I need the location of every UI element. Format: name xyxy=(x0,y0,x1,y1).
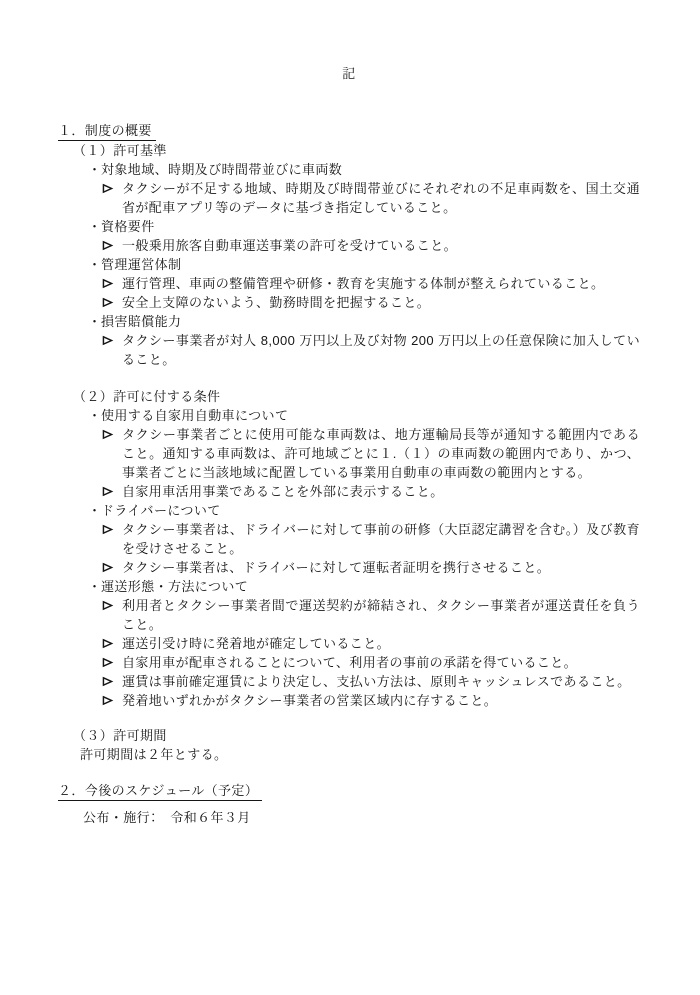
subsection-permission-period xyxy=(58,726,640,764)
arrow-bullet-icon xyxy=(101,653,122,672)
arrow-bullet-icon xyxy=(101,331,122,369)
bullet-row xyxy=(101,691,640,710)
bullet-row xyxy=(101,179,640,217)
arrow-bullet-icon xyxy=(101,634,122,653)
dot-bullet-icon: ・ xyxy=(88,408,102,423)
bullet-row xyxy=(101,274,640,293)
dot-bullet-icon: ・ xyxy=(88,219,102,234)
bullet-text: 発着地いずれかがタクシー事業者の営業区域内に存すること。 xyxy=(122,693,498,708)
bullet-text: タクシー事業者は、ドライバーに対して事前の研修（大臣認定講習を含む。）及び教育を受けさせること。 xyxy=(122,522,640,556)
group-label: 運送形態・方法について xyxy=(101,579,249,594)
arrow-bullet-icon xyxy=(101,482,122,501)
arrow-bullet-icon xyxy=(101,293,122,312)
arrow-bullet-icon xyxy=(101,558,122,577)
section-2-title-text: ２．今後のスケジュール（予定） xyxy=(58,782,262,801)
group-label: 使用する自家用自動車について xyxy=(101,408,289,423)
bullet-row xyxy=(101,672,640,691)
dot-bullet-icon: ・ xyxy=(88,162,102,177)
bullet-row xyxy=(101,558,640,577)
subsection-permission-criteria xyxy=(58,141,640,369)
bullet-text: タクシー事業者ごとに使用可能な車両数は、地方運輸局長等が通知する範囲内であること。通知する車両数は、許可地域ごとに１.（１）の車両数の範囲内であり、かつ、事業者ごとに当該地域に配置している事業用自動車の車両数の範囲内とする。 xyxy=(122,427,640,480)
group-label-row xyxy=(88,577,640,596)
bullet-text: 運行管理、車両の整備管理や研修・教育を実施する体制が整えられていること。 xyxy=(122,276,605,291)
dot-bullet-icon: ・ xyxy=(88,257,102,272)
group-label-row xyxy=(88,255,640,274)
bullet-row xyxy=(101,293,640,312)
group-label-row xyxy=(88,406,640,425)
arrow-bullet-icon xyxy=(101,672,122,691)
bullet-row xyxy=(101,482,640,501)
bullet-text: 運送引受け時に発着地が確定していること。 xyxy=(122,636,391,651)
criteria-group-management xyxy=(58,255,640,312)
bullet-row xyxy=(101,331,640,369)
subsection-3-title: （３）許可期間 xyxy=(73,728,167,743)
group-label-row xyxy=(88,217,640,236)
group-label: ドライバーについて xyxy=(101,503,221,518)
doc-mark: 記 xyxy=(342,66,356,81)
group-label-row xyxy=(88,160,640,179)
section-future-schedule xyxy=(58,781,640,827)
dot-bullet-icon: ・ xyxy=(88,579,102,594)
bullet-text: 利用者とタクシー事業者間で運送契約が締結され、タクシー事業者が運送責任を負うこと。 xyxy=(122,598,640,632)
arrow-bullet-icon xyxy=(101,691,122,710)
group-label: 損害賠償能力 xyxy=(101,314,182,329)
bullet-text: 自家用車活用事業であることを外部に表示すること。 xyxy=(122,484,444,499)
group-label: 管理運営体制 xyxy=(101,257,182,272)
criteria-group-target-area xyxy=(58,160,640,217)
section-2-title xyxy=(58,781,640,801)
arrow-bullet-icon xyxy=(101,274,122,293)
group-label: 資格要件 xyxy=(101,219,155,234)
criteria-group-qualification xyxy=(58,217,640,255)
bullet-text: 自家用車が配車されることについて、利用者の事前の承諾を得ていること。 xyxy=(122,655,578,670)
condition-group-private-vehicle xyxy=(58,406,640,501)
condition-group-driver xyxy=(58,501,640,577)
bullet-row xyxy=(101,520,640,558)
subsection-3-body: 許可期間は２年とする。 xyxy=(80,747,228,762)
section-system-overview xyxy=(58,121,640,764)
bullet-row xyxy=(101,634,640,653)
group-label-row xyxy=(88,312,640,331)
arrow-bullet-icon xyxy=(101,520,122,558)
section-1-title xyxy=(58,121,640,141)
bullet-text: 安全上支障のないよう、勤務時間を把握すること。 xyxy=(122,295,431,310)
group-label-row xyxy=(88,501,640,520)
schedule-promulgation-line: 公布・施行： 令和６年３月 xyxy=(83,810,251,825)
arrow-bullet-icon xyxy=(101,425,122,482)
bullet-row xyxy=(101,653,640,672)
dot-bullet-icon: ・ xyxy=(88,314,102,329)
criteria-group-liability xyxy=(58,312,640,369)
bullet-row xyxy=(101,596,640,634)
dot-bullet-icon: ・ xyxy=(88,503,102,518)
bullet-row xyxy=(101,236,640,255)
arrow-bullet-icon xyxy=(101,179,122,217)
section-1-title-text: １．制度の概要 xyxy=(58,122,156,141)
subsection-1-title: （１）許可基準 xyxy=(73,143,167,158)
bullet-text: タクシー事業者は、ドライバーに対して運転者証明を携行させること。 xyxy=(122,560,551,575)
group-label: 対象地域、時期及び時間帯並びに車両数 xyxy=(101,162,343,177)
bullet-row xyxy=(101,425,640,482)
bullet-text: タクシーが不足する地域、時期及び時間帯並びにそれぞれの不足車両数を、国土交通省が配車アプリ等のデータに基づき指定していること。 xyxy=(122,181,640,215)
subsection-2-title: （２）許可に付する条件 xyxy=(73,389,221,404)
bullet-text: 一般乗用旅客自動車運送事業の許可を受けていること。 xyxy=(122,238,458,253)
arrow-bullet-icon xyxy=(101,236,122,255)
bullet-text: タクシー事業者が対人 8,000 万円以上及び対物 200 万円以上の任意保険に加入していること。 xyxy=(122,333,640,367)
subsection-permission-conditions xyxy=(58,387,640,710)
arrow-bullet-icon xyxy=(101,596,122,634)
condition-group-transport-method xyxy=(58,577,640,710)
bullet-text: 運賃は事前確定運賃により決定し、支払い方法は、原則キャッシュレスであること。 xyxy=(122,674,631,689)
